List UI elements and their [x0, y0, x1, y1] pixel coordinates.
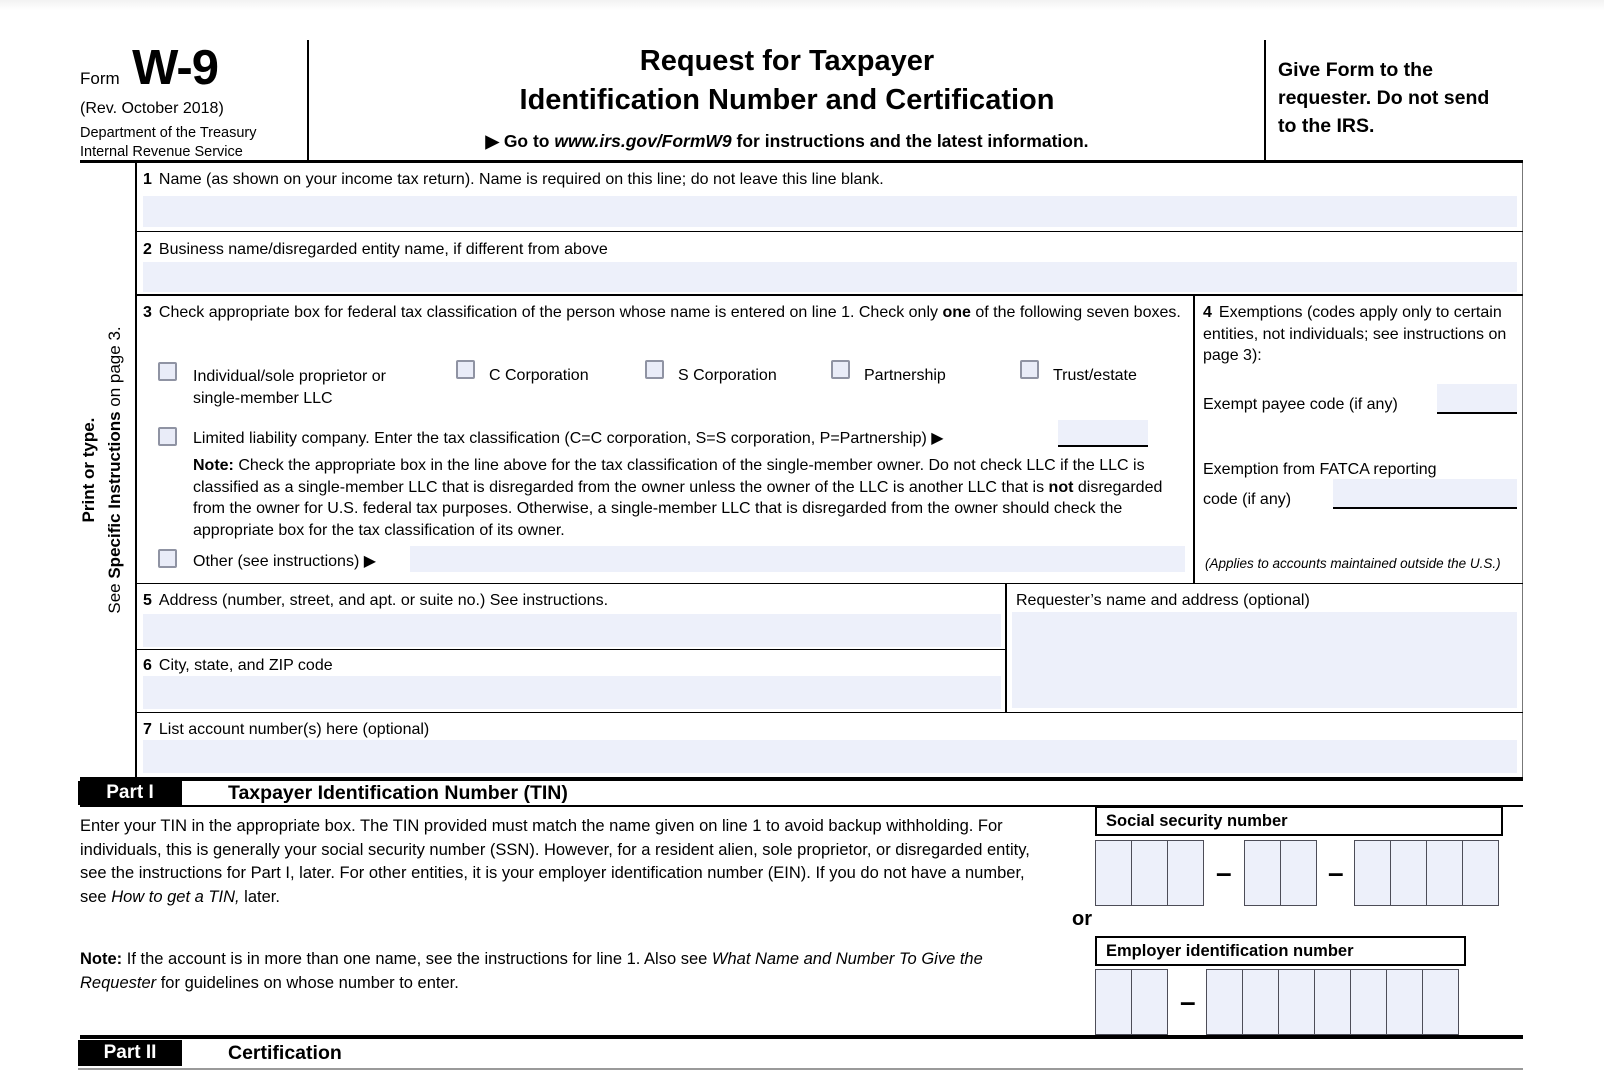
- checkbox-c-corp[interactable]: [456, 360, 475, 379]
- ssn-digit-input[interactable]: [1354, 840, 1391, 906]
- part1-note: Note: If the account is in more than one name, see the instructions for line 1. Also see What Name and Number To Give the Requester for guidelines on whose number to enter.: [80, 950, 983, 992]
- line7-label: 7 List account number(s) here (optional): [143, 721, 430, 738]
- checkbox-partnership-label: Partnership: [864, 367, 946, 384]
- goto-prefix: ▶ Go to: [485, 131, 555, 151]
- goto-url[interactable]: www.irs.gov/FormW9: [554, 131, 732, 151]
- llc-classification-input[interactable]: [1058, 420, 1148, 447]
- row5-6-border: [135, 649, 1005, 650]
- applies-outside-us-note: (Applies to accounts maintained outside the U.S.): [1205, 556, 1501, 571]
- other-label: Other (see instructions) ▶: [193, 553, 377, 570]
- give-form-note: Give Form to the requester. Do not send to the IRS.: [1278, 59, 1490, 137]
- ssn-label-box: Social security number: [1095, 806, 1503, 836]
- checkbox-s-corp-label: S Corporation: [678, 367, 777, 384]
- checkbox-individual-label: Individual/sole proprietor or single-member LLC: [193, 368, 386, 407]
- ssn-digit-input[interactable]: [1280, 840, 1317, 906]
- row6-bottom-border: [135, 712, 1523, 713]
- goto-suffix: for instructions and the latest information.: [731, 131, 1089, 151]
- ein-digit-input[interactable]: [1131, 969, 1168, 1035]
- requester-name-address-input[interactable]: [1012, 612, 1517, 708]
- header-divider-right: [1264, 40, 1266, 161]
- account-numbers-input[interactable]: [143, 740, 1517, 773]
- ein-digit-input[interactable]: [1206, 969, 1243, 1035]
- line5-label: 5 Address (number, street, and apt. or suite no.) See instructions.: [143, 592, 609, 609]
- ein-label-box: Employer identification number: [1095, 936, 1466, 966]
- sidebar-line1: Print or type.: [79, 417, 98, 523]
- part1-badge: Part I: [78, 781, 182, 805]
- agency-line2: Internal Revenue Service: [80, 144, 243, 160]
- row1-bottom-border: [135, 231, 1523, 232]
- ssn-dash2: –: [1328, 857, 1344, 888]
- business-name-input[interactable]: [143, 262, 1517, 292]
- ein-digit-input[interactable]: [1314, 969, 1351, 1035]
- sidebar-line2: See Specific Instructions on page 3.: [105, 326, 124, 614]
- ssn-digit-input[interactable]: [1390, 840, 1427, 906]
- ein-digit-input[interactable]: [1350, 969, 1387, 1035]
- part2-header-bar: [80, 1035, 1523, 1068]
- exempt-payee-input[interactable]: [1437, 384, 1517, 414]
- name-input[interactable]: [143, 196, 1517, 227]
- print-or-type-sidebar: [76, 295, 132, 645]
- checkbox-trust-estate-label: Trust/estate: [1053, 367, 1137, 384]
- checkbox-llc[interactable]: [158, 427, 177, 446]
- other-input[interactable]: [410, 546, 1185, 572]
- ssn-group1: [1096, 840, 1204, 906]
- ein-group1: [1096, 969, 1168, 1035]
- section3-4-divider: [1193, 294, 1195, 583]
- checkbox-individual[interactable]: [158, 362, 177, 381]
- agency-line1: Department of the Treasury: [80, 125, 257, 141]
- form-revision: (Rev. October 2018): [80, 100, 224, 117]
- ein-digit-input[interactable]: [1422, 969, 1459, 1035]
- page-cut-edge: [78, 1068, 1523, 1070]
- line3-label: 3 Check appropriate box for federal tax classification of the person whose name is entered on line 1. Check only one of the following seven boxes.: [143, 304, 1181, 321]
- checkbox-trust-estate[interactable]: [1020, 360, 1039, 379]
- ein-group2: [1207, 969, 1459, 1035]
- llc-note: Note: Check the appropriate box in the line above for the tax classification of the single-member owner. Do not check LLC if the LLC is classified as a single-member LLC that is disregarded from the owner unless the owner of the LLC is another LLC that is not disregarded from the owner for U.S. federal tax purposes. Otherwise, a single-member LLC that is disregarded from the owner should check the appropriate box for the tax classification of its owner.: [193, 457, 1163, 539]
- ssn-digit-input[interactable]: [1131, 840, 1168, 906]
- line6-label: 6 City, state, and ZIP code: [143, 657, 333, 674]
- header-divider-left: [307, 40, 309, 161]
- exempt-payee-label: Exempt payee code (if any): [1203, 396, 1398, 413]
- row2-bottom-border: [135, 294, 1523, 296]
- checkbox-partnership[interactable]: [831, 360, 850, 379]
- form-title-line1: Request for Taxpayer: [639, 45, 935, 77]
- ein-digit-input[interactable]: [1278, 969, 1315, 1035]
- form-id-block: [80, 40, 306, 162]
- checkbox-other[interactable]: [158, 549, 177, 568]
- part1-header-bar: [80, 777, 1523, 807]
- row34-bottom-border: [135, 583, 1523, 584]
- ssn-digit-input[interactable]: [1167, 840, 1204, 906]
- ssn-digit-input[interactable]: [1426, 840, 1463, 906]
- form-title-block: [310, 42, 1264, 152]
- ssn-group2: [1245, 840, 1317, 906]
- or-label: or: [1072, 908, 1092, 930]
- ssn-digit-input[interactable]: [1095, 840, 1132, 906]
- address-requester-divider: [1005, 583, 1007, 712]
- part2-title: Certification: [228, 1042, 342, 1064]
- checkbox-s-corp[interactable]: [645, 360, 664, 379]
- address-input[interactable]: [143, 614, 1001, 647]
- part1-title: Taxpayer Identification Number (TIN): [228, 782, 568, 804]
- ein-digit-input[interactable]: [1242, 969, 1279, 1035]
- ssn-digit-input[interactable]: [1244, 840, 1281, 906]
- ein-dash: –: [1180, 986, 1196, 1017]
- form-number: W-9: [132, 41, 218, 95]
- part1-instructions: Enter your TIN in the appropriate box. The TIN provided must match the name given on line 1 to avoid backup withholding. For individuals, this is generally your social security number (SSN). However, for a resident alien, sole proprietor, or disregarded entity, see the instructions for Part I, later. For other entities, it is your employer identification number (EIN). If you do not have a number, see How to get a TIN, later.: [80, 817, 1030, 906]
- page-top-edge: [0, 0, 1604, 10]
- line4-label: 4 Exemptions (codes apply only to certain entities, not individuals; see instructions on page 3):: [1203, 304, 1507, 364]
- form-title-line2: Identification Number and Certification: [519, 84, 1055, 116]
- line1-label: 1 Name (as shown on your income tax return). Name is required on this line; do not leave this line blank.: [143, 171, 884, 188]
- part2-badge: Part II: [78, 1040, 182, 1066]
- ssn-dash1: –: [1216, 857, 1232, 888]
- form-right-border: [1522, 163, 1523, 777]
- ssn-digit-input[interactable]: [1462, 840, 1499, 906]
- city-state-zip-input[interactable]: [143, 676, 1001, 709]
- form-word: Form: [80, 69, 120, 88]
- fatca-label-line1: Exemption from FATCA reporting: [1203, 461, 1437, 478]
- ein-digit-input[interactable]: [1095, 969, 1132, 1035]
- form-left-border: [135, 163, 137, 777]
- requester-label: Requester’s name and address (optional): [1016, 592, 1310, 609]
- ein-digit-input[interactable]: [1386, 969, 1423, 1035]
- ssn-group3: [1355, 840, 1499, 906]
- llc-label: Limited liability company. Enter the tax classification (C=C corporation, S=S corporation, P=Partnership) ▶: [193, 430, 944, 447]
- fatca-label-line2: code (if any): [1203, 491, 1292, 508]
- goto-instructions-line: [310, 131, 1264, 152]
- checkbox-c-corp-label: C Corporation: [489, 367, 589, 384]
- fatca-code-input[interactable]: [1333, 479, 1517, 509]
- header-rule: [80, 160, 1523, 163]
- line2-label: 2 Business name/disregarded entity name, if different from above: [143, 241, 608, 258]
